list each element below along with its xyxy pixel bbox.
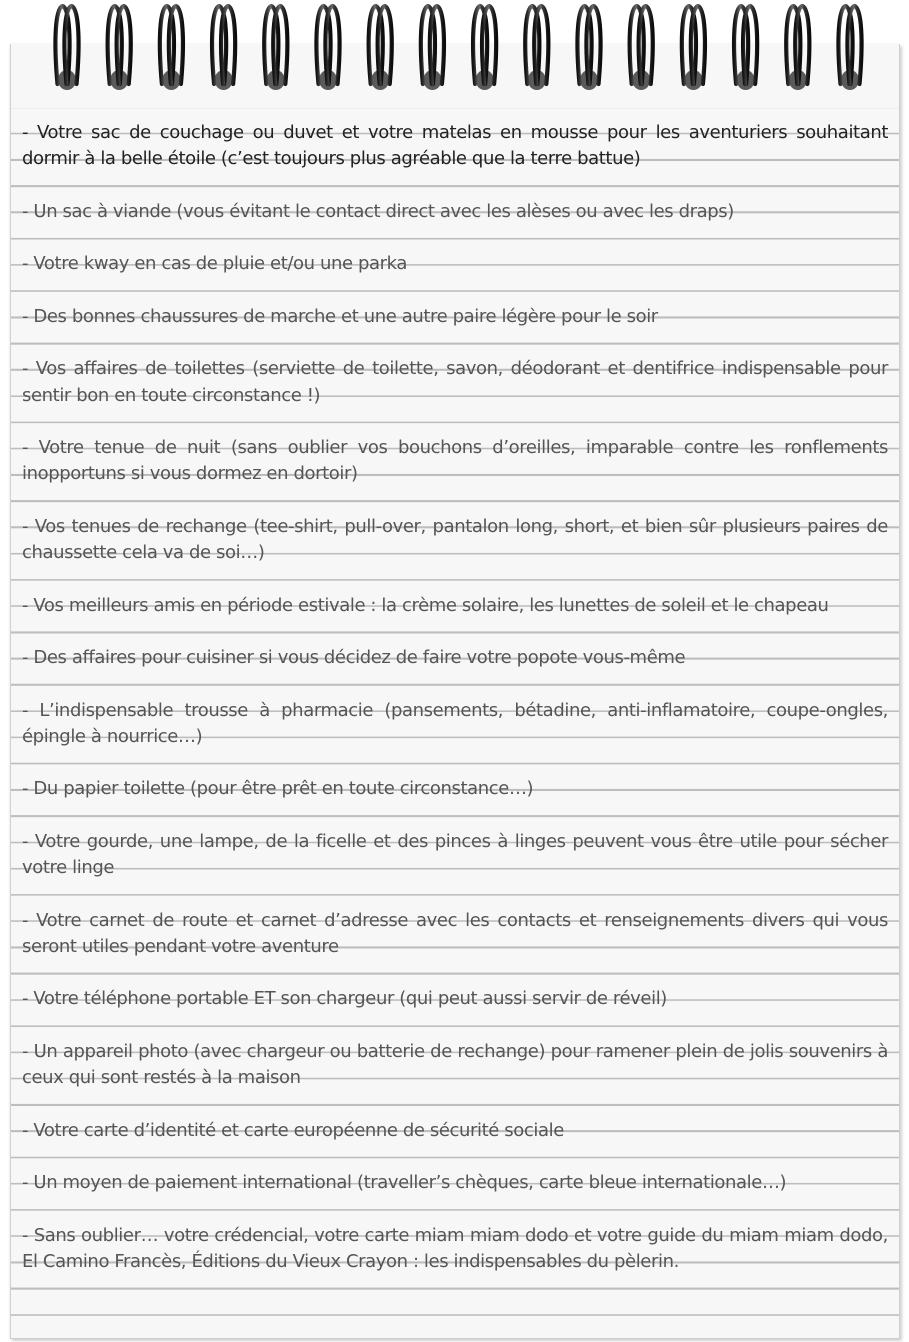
- spiral-ring: [264, 6, 287, 90]
- spiral-ring: [838, 6, 861, 90]
- list-item: - Un appareil photo (avec chargeur ou batterie de rechange) pour ramener plein de jolis souvenirs à ceux qui sont restés à la maison: [22, 1040, 888, 1088]
- spiral-ring: [473, 6, 496, 90]
- spiral-ring: [316, 6, 339, 90]
- spiral-ring: [786, 6, 809, 90]
- list-item: - Du papier toilette (pour être prêt en toute circonstance…): [22, 778, 534, 800]
- spiral-ring: [734, 6, 757, 90]
- spiral-ring: [682, 6, 705, 90]
- list-item: - Votre kway en cas de pluie et/ou une parka: [22, 253, 407, 275]
- spiral-ring: [525, 6, 548, 90]
- list-item: - Votre tenue de nuit (sans oublier vos bouchons d’oreilles, imparable contre les ronflements inopportuns si vous dormez en dortoir): [22, 437, 888, 485]
- list-item: - Votre téléphone portable ET son chargeur (qui peut aussi servir de réveil): [22, 988, 667, 1010]
- list-item: - Un sac à viande (vous évitant le contact direct avec les alèses ou avec les draps): [22, 200, 734, 222]
- list-item: - Votre sac de couchage ou duvet et votre matelas en mousse pour les aventuriers souhaitant dormir à la belle étoile (c’est toujours plus agréable que la terre battue): [22, 122, 888, 170]
- spiral-ring: [630, 6, 653, 90]
- list-item: - Des bonnes chaussures de marche et une autre paire légère pour le soir: [22, 305, 658, 327]
- list-item: - L’indispensable trousse à pharmacie (pansements, bétadine, anti-inflamatoire, coupe-ongles, épingle à nourrice…): [22, 699, 888, 747]
- list-item: - Des affaires pour cuisiner si vous décidez de faire votre popote vous-même: [22, 647, 686, 668]
- list-item: - Votre gourde, une lampe, de la ficelle et des pinces à linges peuvent vous être utile pour sécher votre linge: [22, 830, 888, 878]
- spiral-ring: [421, 6, 444, 90]
- spiral-ring: [160, 6, 183, 90]
- list-item: - Vos tenues de rechange (tee-shirt, pull-over, pantalon long, short, et bien sûr plusieurs paires de chaussette cela va de soi…): [22, 515, 888, 563]
- spiral-ring: [108, 6, 131, 90]
- spiral-ring: [577, 6, 600, 90]
- list-item: - Vos affaires de toilettes (serviette de toilette, savon, déodorant et dentifrice indispensable pour sentir bon en toute circonstance !): [22, 358, 888, 406]
- list-item: - Vos meilleurs amis en période estivale : la crème solaire, les lunettes de soleil et le chapeau: [22, 594, 829, 616]
- spiral-binding: [0, 0, 909, 110]
- spiral-ring: [212, 6, 235, 90]
- list-item: - Sans oublier… votre crédencial, votre carte miam miam dodo et votre guide du miam miam dodo, El Camino Francès, Éditions du Vieux Crayon : les indispensables du pèlerin.: [22, 1224, 888, 1272]
- list-item: - Un moyen de paiement international (traveller’s chèques, carte bleue internationale…): [22, 1172, 787, 1193]
- spiral-ring: [55, 6, 78, 90]
- list-item: - Votre carte d’identité et carte européenne de sécurité sociale: [22, 1119, 564, 1141]
- spiral-ring: [369, 6, 392, 90]
- packing-list: [22, 120, 888, 1301]
- list-item: - Votre carnet de route et carnet d’adresse avec les contacts et renseignements divers qui vous seront utiles pendant votre aventure: [22, 909, 888, 957]
